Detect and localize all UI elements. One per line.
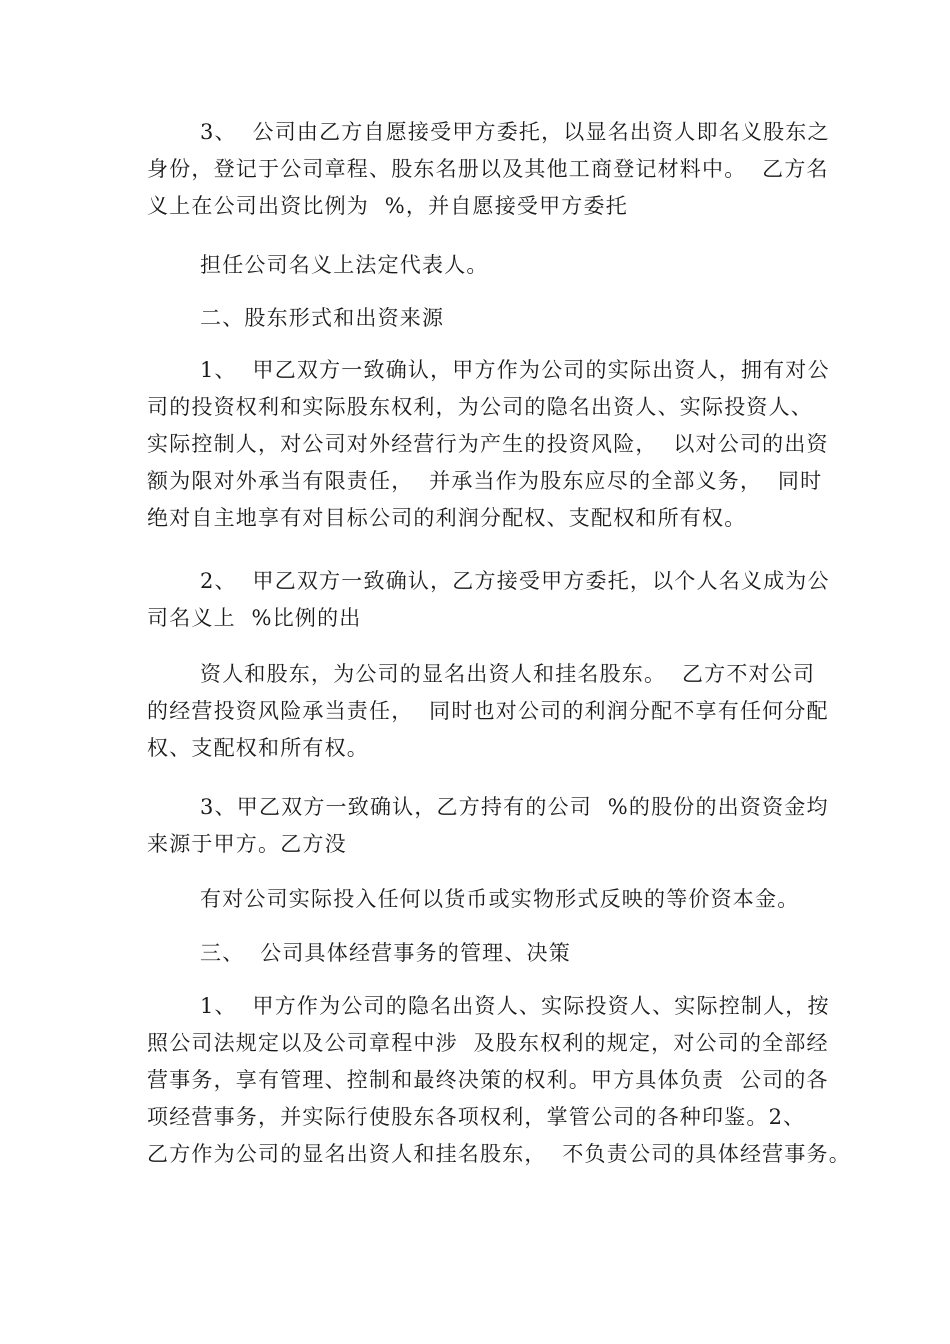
paragraph-1-line-2: 身份，登记于公司章程、股东名册以及其他工商登记材料中。 乙方名 (147, 157, 829, 181)
paragraph-4-line-4: 额为限对外承当有限责任， 并承当作为股东应尽的全部义务， 同时 (147, 469, 823, 493)
paragraph-1-line-3: 义上在公司出资比例为 %，并自愿接受甲方委托 (147, 194, 628, 218)
paragraph-5-line-2: 司名义上 %比例的出 (147, 606, 362, 630)
paragraph-6-line-1: 资人和股东，为公司的显名出资人和挂名股东。 乙方不对公司 (200, 662, 816, 686)
paragraph-10-line-3: 营事务，享有管理、控制和最终决策的权利。甲方具体负责 公司的各 (147, 1068, 829, 1092)
paragraph-10-line-5: 乙方作为公司的显名出资人和挂名股东， 不负责公司的具体经营事务。 (147, 1142, 851, 1166)
paragraph-4-line-2: 司的投资权利和实际股东权利，为公司的隐名出资人、实际投资人、 (147, 395, 813, 419)
paragraph-10-line-1: 1、 甲方作为公司的隐名出资人、实际投资人、实际控制人，按 (200, 994, 830, 1018)
section-heading-2: 二、股东形式和出资来源 (200, 306, 445, 330)
section-heading-3: 三、 公司具体经营事务的管理、决策 (200, 941, 571, 965)
paragraph-7-line-1: 3、甲乙双方一致确认，乙方持有的公司 %的股份的出资资金均 (200, 795, 829, 819)
paragraph-4-line-5: 绝对自主地享有对目标公司的利润分配权、支配权和所有权。 (147, 506, 747, 530)
paragraph-10-line-2: 照公司法规定以及公司章程中涉 及股东权利的规定，对公司的全部经 (147, 1031, 829, 1055)
paragraph-5-line-1: 2、 甲乙双方一致确认，乙方接受甲方委托，以个人名义成为公 (200, 569, 830, 593)
paragraph-1-line-1: 3、 公司由乙方自愿接受甲方委托，以显名出资人即名义股东之 (200, 120, 830, 144)
paragraph-7-line-2: 来源于甲方。乙方没 (147, 832, 347, 856)
paragraph-4-line-3: 实际控制人，对公司对外经营行为产生的投资风险， 以对公司的出资 (147, 432, 829, 456)
paragraph-10-line-4: 项经营事务，并实际行使股东各项权利，掌管公司的各种印鉴。2、 (147, 1105, 806, 1129)
paragraph-6-line-2: 的经营投资风险承当责任， 同时也对公司的利润分配不享有任何分配 (147, 699, 829, 723)
paragraph-6-line-3: 权、支配权和所有权。 (147, 736, 369, 760)
paragraph-4-line-1: 1、 甲乙双方一致确认，甲方作为公司的实际出资人，拥有对公 (200, 358, 830, 382)
paragraph-2-line-1: 担任公司名义上法定代表人。 (200, 253, 489, 277)
paragraph-8-line-1: 有对公司实际投入任何以货币或实物形式反映的等价资本金。 (200, 887, 800, 911)
